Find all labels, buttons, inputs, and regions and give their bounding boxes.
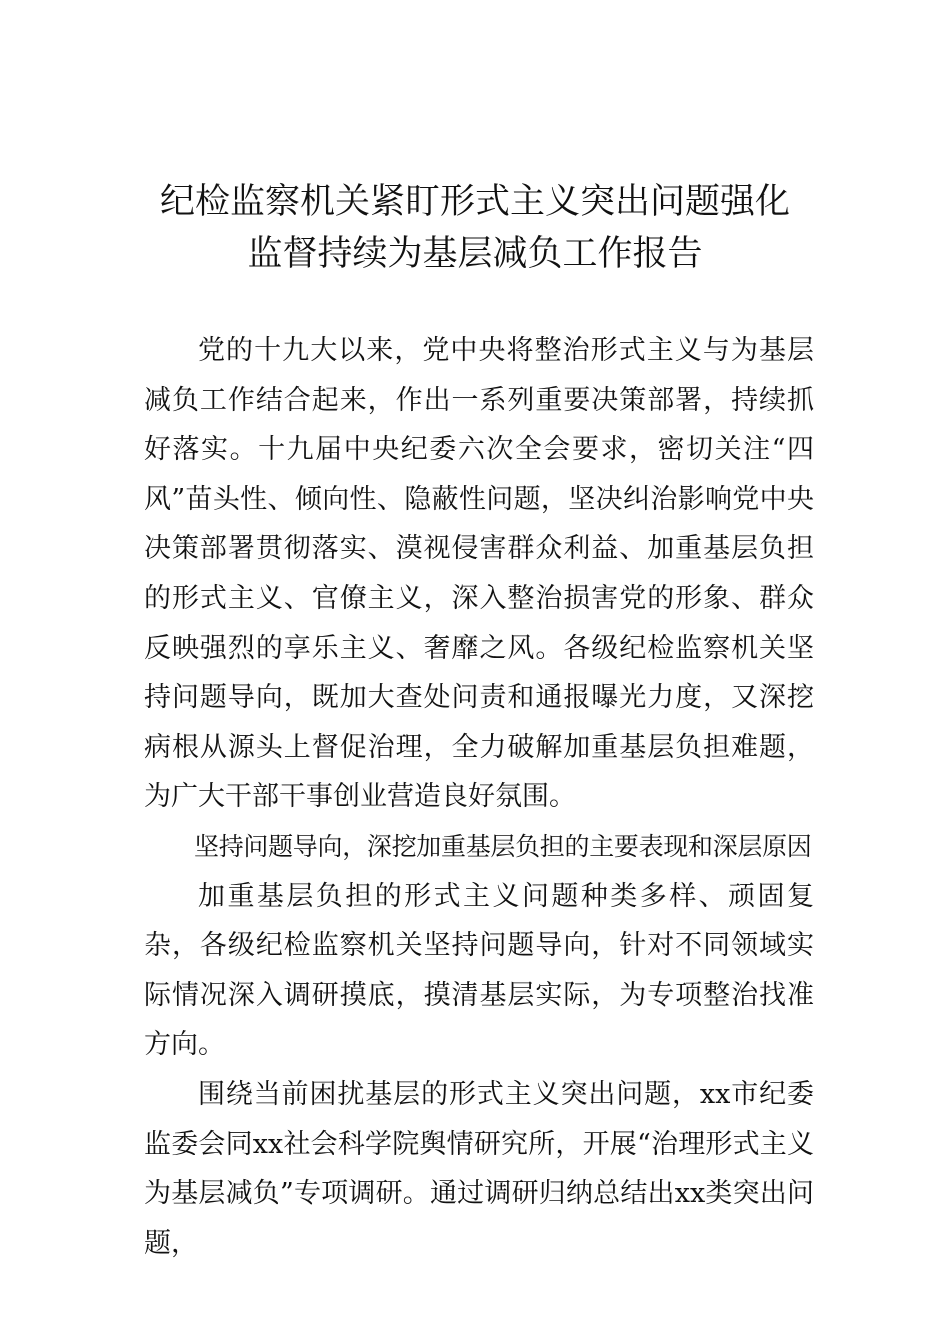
paragraph-intro: 党的十九大以来，党中央将整治形式主义与为基层减负工作结合起来，作出一系列重要决策部署，持续抓好落实。十九届中央纪委六次全会要求，密切关注“四风”苗头性、倾向性、隐蔽性问题，坚决纠治影响党中央决策部署贯彻落实、漠视侵害群众利益、加重基层负担的形式主义、官僚主义，深入整治损害党的形象、群众反映强烈的享乐主义、奢靡之风。各级纪检监察机关坚持问题导向，既加大查处问责和通报曝光力度，又深挖病根从源头上督促治理，全力破解加重基层负担难题，为广大干部干事创业营造良好氛围。: [144, 335, 814, 813]
section-heading: 坚持问题导向，深挖加重基层负担的主要表现和深层原因: [194, 831, 812, 861]
document-title: [120, 176, 830, 280]
title-line-1: 纪检监察机关紧盯形式主义突出问题强化: [159, 182, 790, 222]
title-line-2: 监督持续为基层减负工作报告: [247, 234, 703, 274]
paragraph-problems: 加重基层负担的形式主义问题种类多样、顽固复杂，各级纪检监察机关坚持问题导向，针对不同领域实际情况深入调研摸底，摸清基层实际，为专项整治找准方向。: [144, 880, 814, 1061]
document-body: [144, 326, 814, 1268]
paragraph-survey: 围绕当前困扰基层的形式主义突出问题，xx市纪委监委会同xx社会科学院舆情研究所，开展“治理形式主义为基层减负”专项调研。通过调研归纳总结出xx类突出问题，: [144, 1078, 814, 1259]
